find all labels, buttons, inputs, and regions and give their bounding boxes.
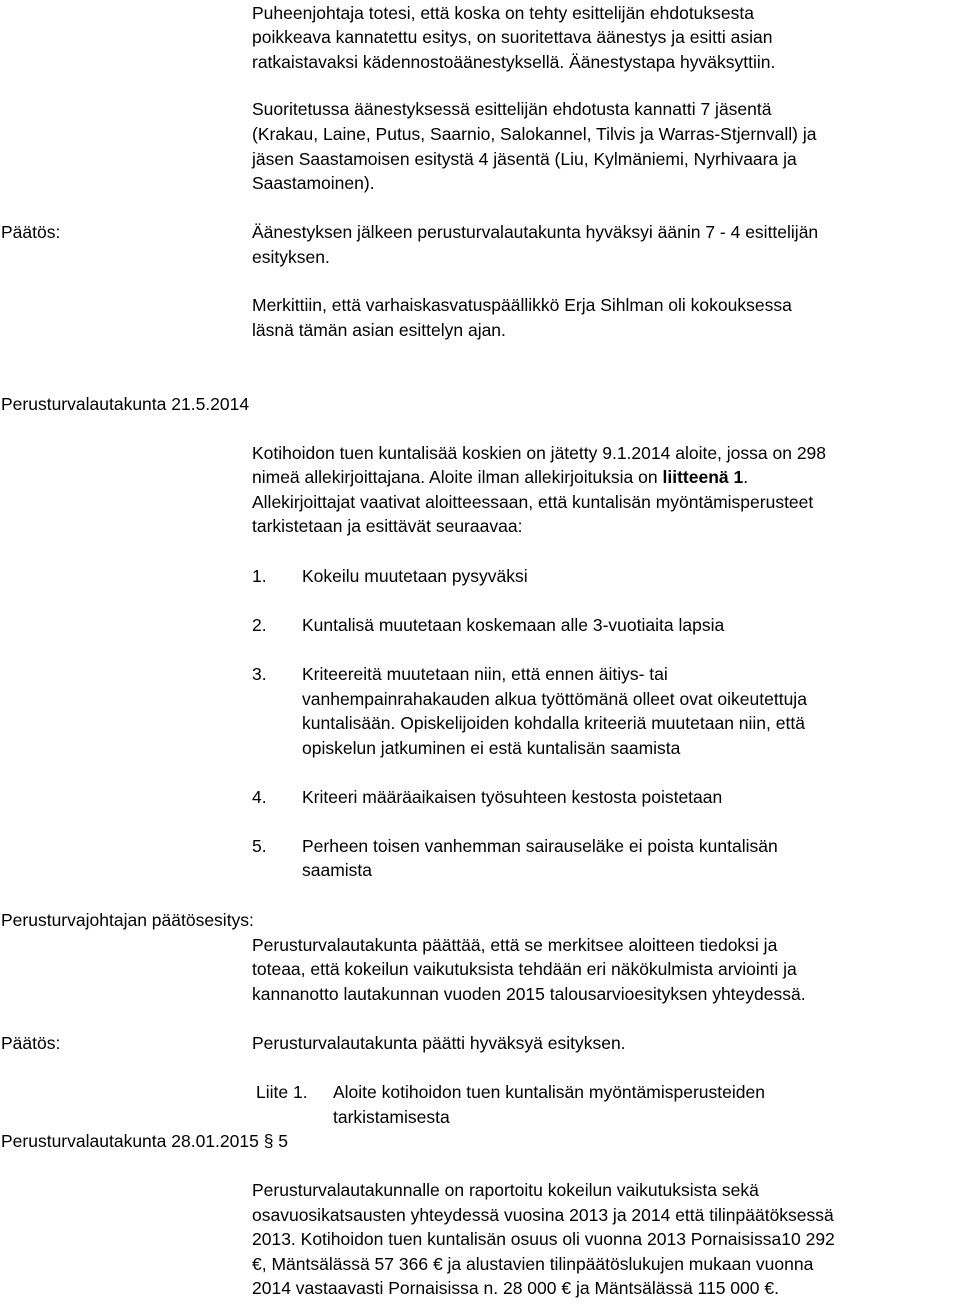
- text-line: Allekirjoittajat vaativat aloitteessaan, että kuntalisän myöntämisperusteet: [252, 492, 814, 512]
- list-number: 1.: [252, 566, 267, 586]
- text-line: [252, 465, 748, 490]
- text-line: Kotihoidon tuen kuntalisää koskien on jätetty 9.1.2014 aloite, jossa on 298: [252, 443, 827, 463]
- text-line: jäsen Saastamoisen esitystä 4 jäsentä (Liu, Kylmäniemi, Nyrhivaara ja: [252, 149, 797, 169]
- list-text: Kokeilu muutetaan pysyväksi: [302, 566, 528, 586]
- list-number: 3.: [252, 664, 267, 684]
- list-text: Kriteeri määräaikaisen työsuhteen kestosta poistetaan: [302, 787, 723, 807]
- decision-label: Päätös:: [1, 222, 61, 242]
- text-line: toteaa, että kokeilun vaikutuksista tehdään eri näkökulmista arviointi ja: [252, 959, 797, 979]
- text-line: Perusturvalautakunta päättää, että se merkitsee aloitteen tiedoksi ja: [252, 935, 778, 955]
- text-line: ratkaistavaksi kädennostoäänestyksellä. Äänestystapa hyväksyttiin.: [252, 52, 776, 72]
- text-line: 2013. Kotihoidon tuen kuntalisän osuus oli vuonna 2013 Pornaisissa10 292: [252, 1229, 835, 1249]
- text-span: nimeä allekirjoittajana. Aloite ilman allekirjoituksia on: [252, 467, 663, 487]
- list-number: 2.: [252, 615, 267, 635]
- attachment-text: tarkistamisesta: [333, 1107, 450, 1127]
- attachment-reference: liitteenä 1: [662, 467, 744, 487]
- attachment-text: Aloite kotihoidon tuen kuntalisän myöntämisperusteiden: [333, 1082, 765, 1102]
- list-number: 4.: [252, 787, 267, 807]
- proposal-heading: Perusturvajohtajan päätösesitys:: [1, 910, 254, 930]
- list-number: 5.: [252, 836, 267, 856]
- list-text: Kriteereitä muutetaan niin, että ennen äitiys- tai: [302, 664, 668, 684]
- text-line: läsnä tämän asian esittelyn ajan.: [252, 320, 506, 340]
- text-line: osavuosikatsausten yhteydessä vuosina 2013 ja 2014 että tilinpäätöksessä: [252, 1205, 834, 1225]
- text-line: Äänestyksen jälkeen perusturvalautakunta hyväksyi äänin 7 - 4 esittelijän: [252, 222, 819, 242]
- text-line: 2014 vastaavasti Pornaisissa n. 28 000 € ja Mäntsälässä 115 000 €.: [252, 1278, 779, 1298]
- text-line: €, Mäntsälässä 57 366 € ja alustavien tilinpäätöslukujen mukaan vuonna: [252, 1254, 814, 1274]
- text-line: Suoritetussa äänestyksessä esittelijän ehdotusta kannatti 7 jäsentä: [252, 99, 772, 119]
- text-line: kannanotto lautakunnan vuoden 2015 talousarvioesityksen yhteydessä.: [252, 984, 806, 1004]
- text-line: Puheenjohtaja totesi, että koska on tehty esittelijän ehdotuksesta: [252, 3, 754, 23]
- text-line: Perusturvalautakunnalle on raportoitu kokeilun vaikutuksista sekä: [252, 1180, 759, 1200]
- list-text: opiskelun jatkuminen ei estä kuntalisän saamista: [302, 738, 681, 758]
- text-line: tarkistetaan ja esittävät seuraavaa:: [252, 516, 523, 536]
- section-heading: Perusturvalautakunta 28.01.2015 § 5: [1, 1131, 289, 1151]
- text-line: esityksen.: [252, 247, 330, 267]
- text-line: (Krakau, Laine, Putus, Saarnio, Salokannel, Tilvis ja Warras-Stjernvall) ja: [252, 124, 817, 144]
- list-text: vanhempainrahakauden alkua työttömänä olleet ovat oikeutettuja: [302, 689, 807, 709]
- decision-label: Päätös:: [1, 1033, 61, 1053]
- list-text: Perheen toisen vanhemman sairauseläke ei poista kuntalisän: [302, 836, 778, 856]
- decision-text: Perusturvalautakunta päätti hyväksyä esityksen.: [252, 1033, 626, 1053]
- list-text: kuntalisään. Opiskelijoiden kohdalla kriteeriä muutetaan niin, että: [302, 713, 805, 733]
- text-line: Saastamoinen).: [252, 173, 375, 193]
- text-line: Merkittiin, että varhaiskasvatuspäällikkö Erja Sihlman oli kokouksessa: [252, 295, 792, 315]
- list-text: saamista: [302, 860, 373, 880]
- text-line: poikkeava kannatettu esitys, on suoritettava äänestys ja esitti asian: [252, 27, 773, 47]
- section-heading: Perusturvalautakunta 21.5.2014: [1, 394, 250, 414]
- attachment-label: Liite 1.: [256, 1082, 308, 1102]
- list-text: Kuntalisä muutetaan koskemaan alle 3-vuotiaita lapsia: [302, 615, 725, 635]
- text-span: .: [743, 467, 749, 487]
